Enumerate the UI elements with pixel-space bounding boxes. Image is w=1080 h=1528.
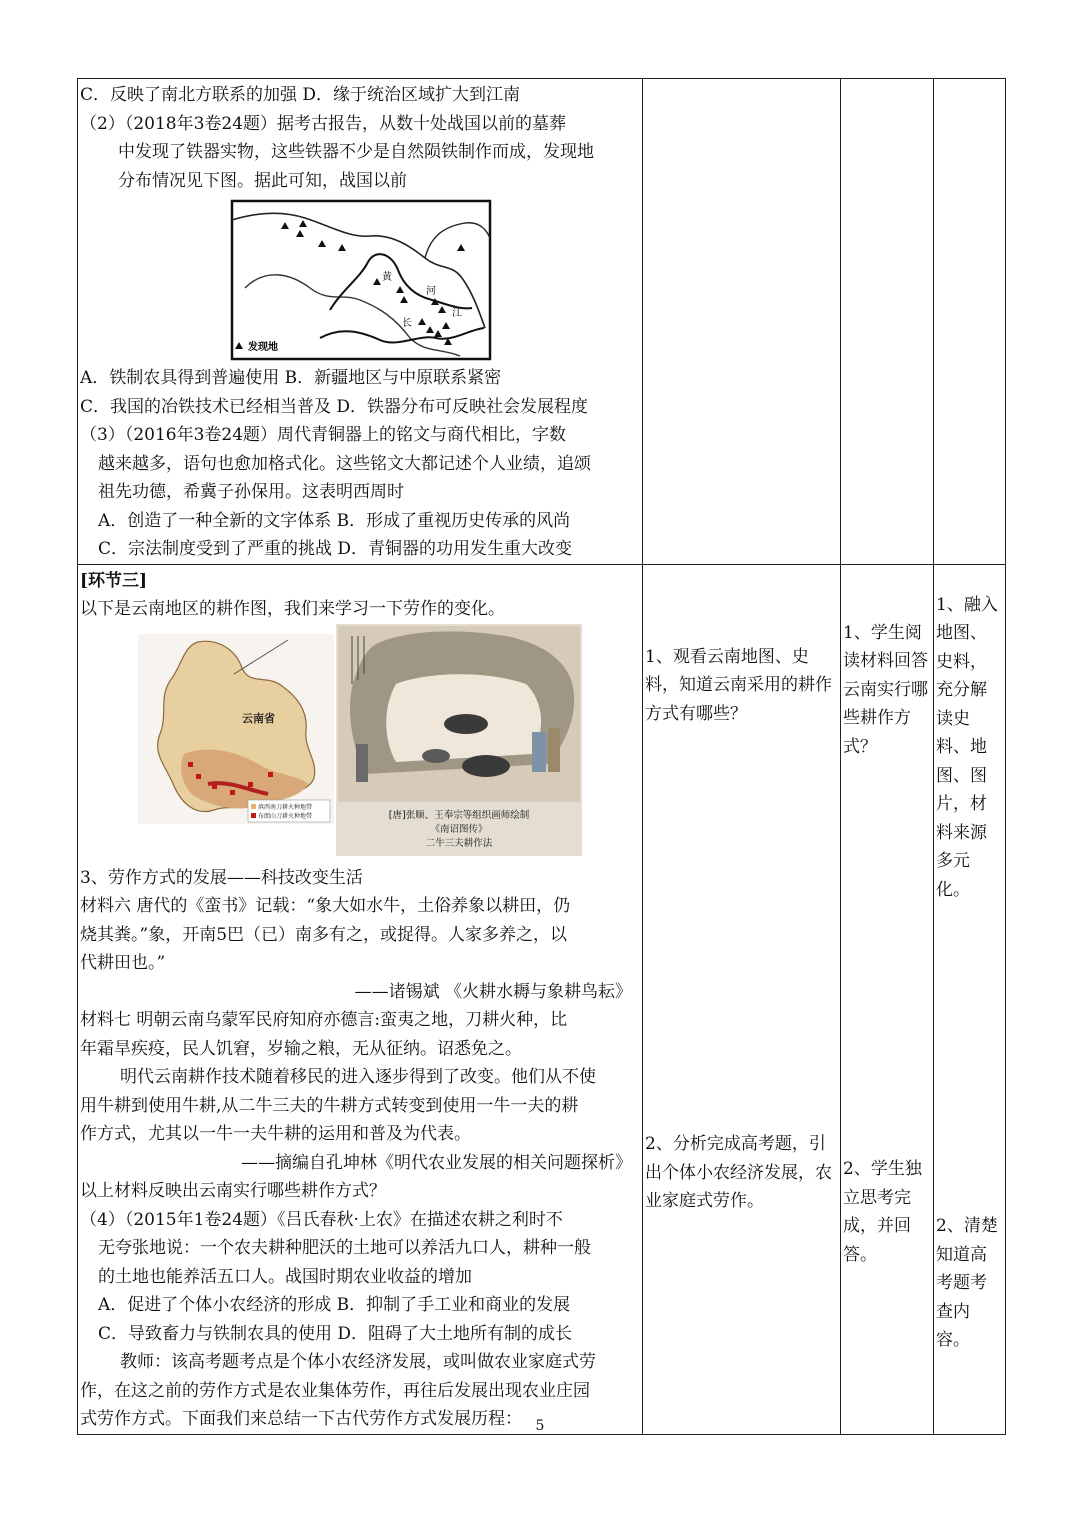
map-label-he: 河 (426, 286, 436, 297)
intro-line: 以下是云南地区的耕作图，我们来学习一下劳作的变化。 (80, 599, 505, 619)
activity-text-1: 1、观看云南地图、史料，知道云南采用的耕作方式有哪些？ (645, 646, 832, 724)
painting-caption-3: 二牛三夫耕作法 (425, 837, 493, 849)
text-line: 式劳作方式。下面我们来总结一下古代劳作方式发展历程： (80, 1409, 522, 1429)
student-text-1: 1、学生阅读材料回答云南实行哪些耕作方式？ (843, 622, 928, 757)
source-line: ——诸锡斌 《火耕水耨与象耕鸟耘》 (354, 981, 632, 1002)
map-legend: 发现地 (248, 342, 278, 353)
source-line: ——摘编自孔坤林《明代农业发展的相关问题探析》 (241, 1152, 632, 1173)
option-line: C．导致畜力与铁制农具的使用 D．阻碍了大土地所有制的成长 (98, 1323, 573, 1344)
question-line: （4）（2015年1卷24题）《吕氏春秋·上农》在描述农耕之利时不 (80, 1209, 563, 1230)
text-line: 3、劳作方式的发展——科技改变生活 (80, 867, 363, 888)
intent-text-2: 2、清楚知道高考题考查内容。 (936, 1216, 998, 1350)
yunnan-map-image (138, 634, 334, 824)
lesson-plan-table (77, 78, 1006, 1435)
question-line: 祖先功德，希冀子孙保用。这表明西周时 (98, 482, 404, 502)
iron-artifact-map (80, 198, 640, 364)
yunnan-legend-2: 布朗山刀耕火种地带 (258, 812, 313, 820)
question-line: 无夸张地说：一个农夫耕种肥沃的土地可以养活九口人，耕种一般 (98, 1238, 591, 1258)
question-line: 越来越多，语句也愈加格式化。这些铭文大都记述个人业绩，追颂 (98, 453, 591, 474)
text-line: 材料六 唐代的《蛮书》记载：“象大如水牛，土俗养象以耕田，仍 (80, 896, 571, 916)
option-line: A．促进了个体小农经济的形成 B．抑制了手工业和商业的发展 (98, 1295, 571, 1315)
text-line: 代耕田也。” (80, 953, 166, 973)
intent-cell (934, 564, 1006, 1434)
table-row (78, 564, 1006, 1434)
text-line: 作，在这之前的劳作方式是农业集体劳作，再往后发展出现农业庄园 (80, 1380, 590, 1401)
content-cell (78, 79, 643, 565)
student-cell (841, 564, 934, 1434)
table-row (78, 79, 1006, 565)
content-cell (78, 564, 643, 1434)
intent-text-1: 1、融入地图、史料，充分解读史料、地图、图片，材料来源多元化。 (936, 594, 998, 900)
text-line: 作方式，尤其以一牛一夫牛耕的运用和普及为代表。 (80, 1124, 471, 1144)
map-label-huang: 黄 (382, 272, 392, 283)
option-line: C．我国的冶铁技术已经相当普及 D．铁器分布可反映社会发展程度 (80, 396, 589, 417)
question-line: （2）（2018年3卷24题）据考古报告，从数十处战国以前的墓葬 (80, 113, 567, 134)
option-line: C．反映了南北方联系的加强 D．缘于统治区域扩大到江南 (80, 85, 521, 105)
activity-text-2: 2、分析完成高考题，引出个体小农经济发展，农业家庭式劳作。 (645, 1134, 832, 1211)
text-line: 烧其粪。”象，开南5巴（已）南多有之，或捉得。人家多养之，以 (80, 924, 568, 945)
yunnan-province-label: 云南省 (242, 711, 275, 725)
painting-caption-2: 《南诏图传》 (430, 823, 488, 835)
question-line: 分布情况见下图。据此可知，战国以前 (118, 170, 407, 191)
section-heading: [环节三] (80, 570, 148, 591)
text-line: 明代云南耕作技术随着移民的进入逐步得到了改变。他们从不使 (120, 1067, 596, 1087)
student-cell (841, 79, 934, 565)
text-line: 年霜旱疾疫，民人饥窘，岁输之粮，无从征纳。诏悉免之。 (80, 1038, 522, 1059)
question-line: （3）（2016年3卷24题）周代青铜器上的铭文与商代相比，字数 (80, 425, 567, 445)
activity-cell (643, 564, 841, 1434)
text-line: 用牛耕到使用牛耕,从二牛三夫的牛耕方式转变到使用一牛一夫的耕 (80, 1095, 579, 1116)
map-label-jiang: 江 (452, 308, 462, 319)
student-text-2: 2、学生独立思考完成，并回答。 (843, 1159, 922, 1265)
question-line: 中发现了铁器实物，这些铁器不少是自然陨铁制作而成，发现地 (118, 142, 594, 162)
text-line: 材料七 明朝云南乌蒙军民府知府亦德言:蛮夷之地，刀耕火种，比 (80, 1010, 568, 1030)
text-line: 教师：该高考题考点是个体小农经济发展，或叫做农业家庭式劳 (120, 1352, 596, 1372)
activity-cell (643, 79, 841, 565)
text-line: 以上材料反映出云南实行哪些耕作方式？ (80, 1181, 386, 1201)
option-line: C．宗法制度受到了严重的挑战 D．青铜器的功用发生重大改变 (98, 539, 573, 559)
page-number: 5 (535, 1418, 545, 1434)
nanzhao-painting-image (336, 624, 582, 856)
question-line: 的土地也能养活五口人。战国时期农业收益的增加 (98, 1266, 472, 1287)
option-line: A．铁制农具得到普遍使用 B．新疆地区与中原联系紧密 (80, 368, 502, 388)
yunnan-legend-1: 滇西南刀耕火种地带 (258, 803, 313, 811)
map-label-chang: 长 (402, 318, 412, 329)
option-line: A．创造了一种全新的文字体系 B．形成了重视历史传承的风尚 (98, 510, 571, 531)
painting-caption-1: [唐]张顺、王奉宗等组织画师绘制 (388, 809, 530, 821)
intent-cell (934, 79, 1006, 565)
